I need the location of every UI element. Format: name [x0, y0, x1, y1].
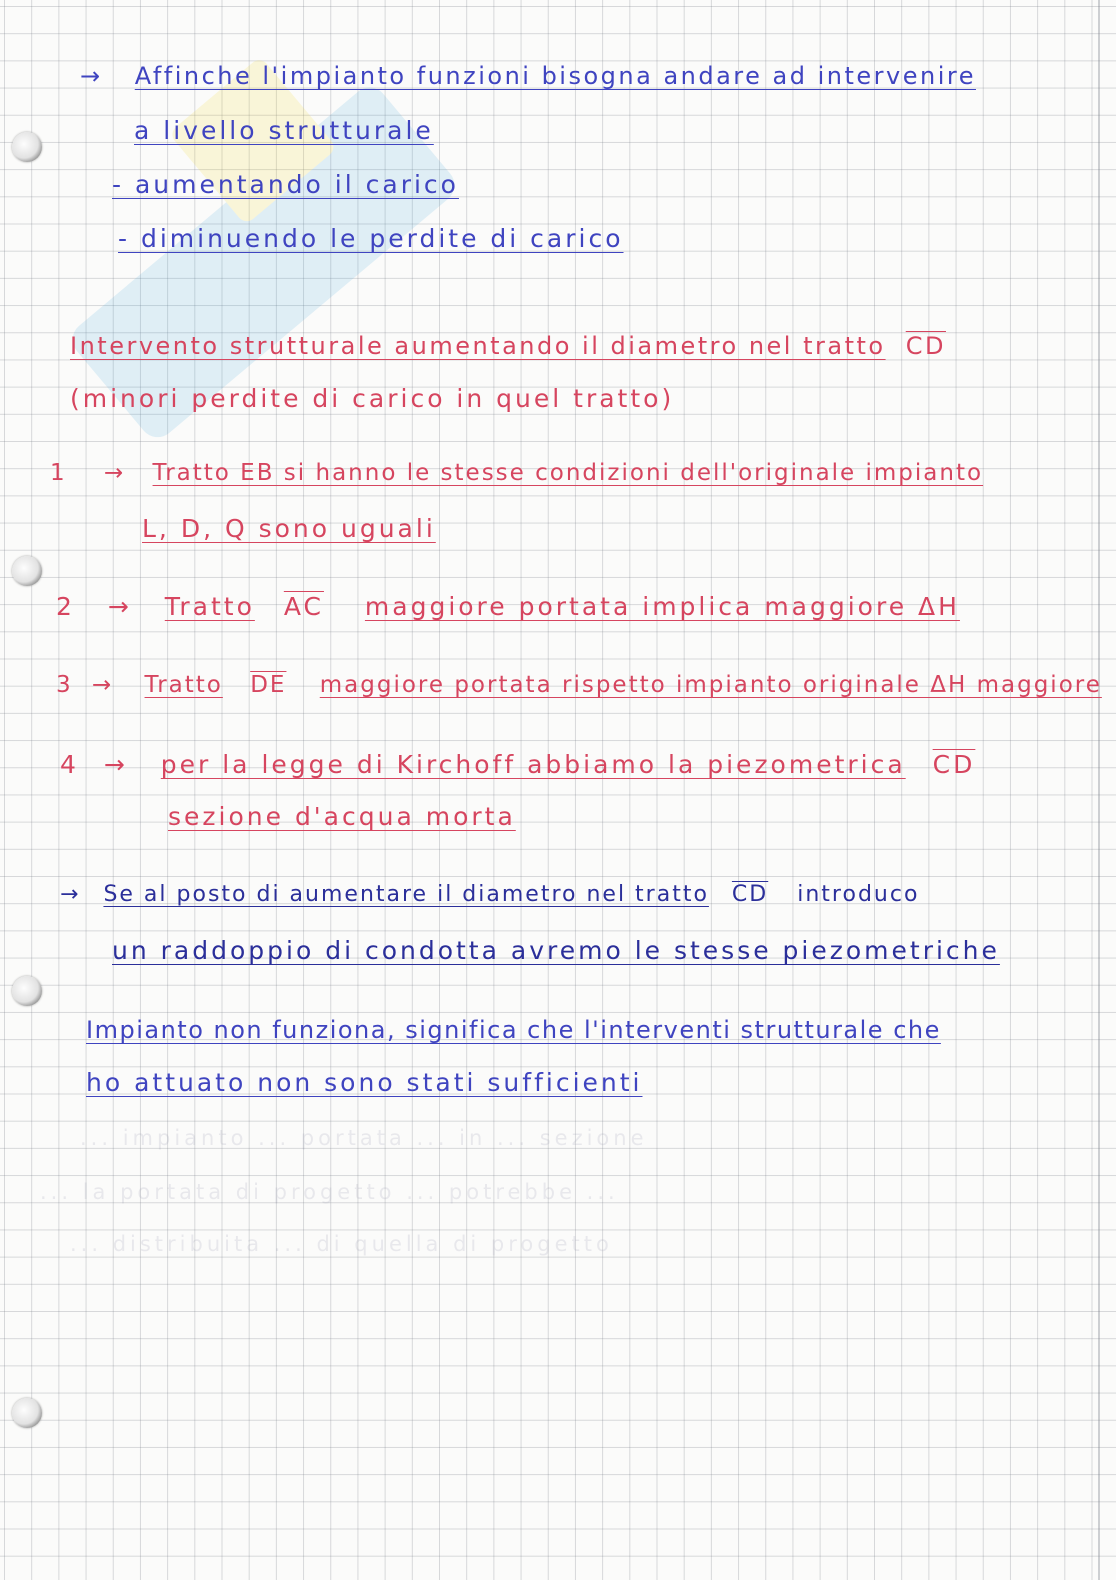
note-text: maggiore portata implica maggiore ΔH	[364, 592, 960, 621]
faint-bleed-through-line: ... distribuita ... di quella di progetto	[70, 1232, 613, 1256]
binder-hole	[12, 556, 42, 586]
arrow-icon: →	[80, 62, 103, 90]
numbered-point	[50, 462, 983, 485]
segment-label: $\overline{DE}$	[250, 672, 287, 698]
segment-label: $\overline{AC}$	[283, 592, 324, 621]
note-text: Tratto	[164, 592, 255, 621]
note-line: ho attuato non sono stati sufficienti	[86, 1068, 643, 1097]
numbered-point	[56, 594, 960, 619]
note-text: Intervento strutturale aumentando il diametro nel tratto	[70, 332, 886, 360]
note-text: maggiore portata rispetto impianto originale ΔH maggiore	[319, 672, 1102, 698]
note-text: introduco	[797, 882, 920, 907]
note-line: Impianto non funziona, significa che l'interventi strutturale che	[86, 1016, 941, 1044]
segment-label: $\overline{CD}$	[905, 332, 946, 360]
note-text: Tratto EB si hanno le stesse condizioni dell'originale impianto	[152, 460, 984, 486]
note-line	[80, 64, 976, 88]
note-text: Se al posto di aumentare il diametro nel tratto	[103, 882, 709, 907]
segment-label: $\overline{CD}$	[731, 882, 769, 907]
arrow-icon: →	[103, 460, 126, 486]
binder-hole	[12, 976, 42, 1006]
segment-label: $\overline{CD}$	[932, 750, 976, 779]
arrow-icon: →	[60, 882, 81, 907]
note-line: L, D, Q sono uguali	[142, 514, 436, 543]
watermark-logo	[30, 40, 510, 500]
binder-hole	[12, 132, 42, 162]
note-line	[60, 884, 919, 906]
page-margin-line	[1098, 0, 1100, 1580]
note-text: Tratto	[144, 672, 223, 698]
point-number: 1	[50, 460, 67, 486]
point-number: 3	[56, 672, 73, 698]
note-line: a livello strutturale	[134, 116, 434, 145]
arrow-icon: →	[91, 672, 114, 698]
binder-hole	[12, 1398, 42, 1428]
arrow-icon: →	[103, 750, 128, 779]
point-number: 2	[56, 592, 75, 621]
faint-bleed-through-line: ... la portata di progetto ... potrebbe ...	[40, 1180, 619, 1204]
faint-bleed-through-line: ... impianto ... portata ... in ... sezione	[80, 1126, 648, 1150]
note-line: sezione d'acqua morta	[168, 802, 516, 831]
note-line: - aumentando il carico	[112, 170, 459, 199]
note-text: Affinche l'impianto funzioni bisogna andare ad intervenire	[134, 62, 976, 90]
note-heading	[70, 334, 946, 358]
point-number: 4	[60, 750, 79, 779]
note-line: un raddoppio di condotta avremo le stesse piezometriche	[112, 936, 1000, 965]
note-line: - diminuendo le perdite di carico	[118, 224, 624, 253]
note-text: per la legge di Kirchoff abbiamo la piezometrica	[160, 750, 906, 779]
note-line: (minori perdite di carico in quel tratto)	[70, 384, 675, 413]
numbered-point	[60, 752, 975, 777]
arrow-icon: →	[107, 592, 132, 621]
numbered-point	[56, 674, 1102, 697]
